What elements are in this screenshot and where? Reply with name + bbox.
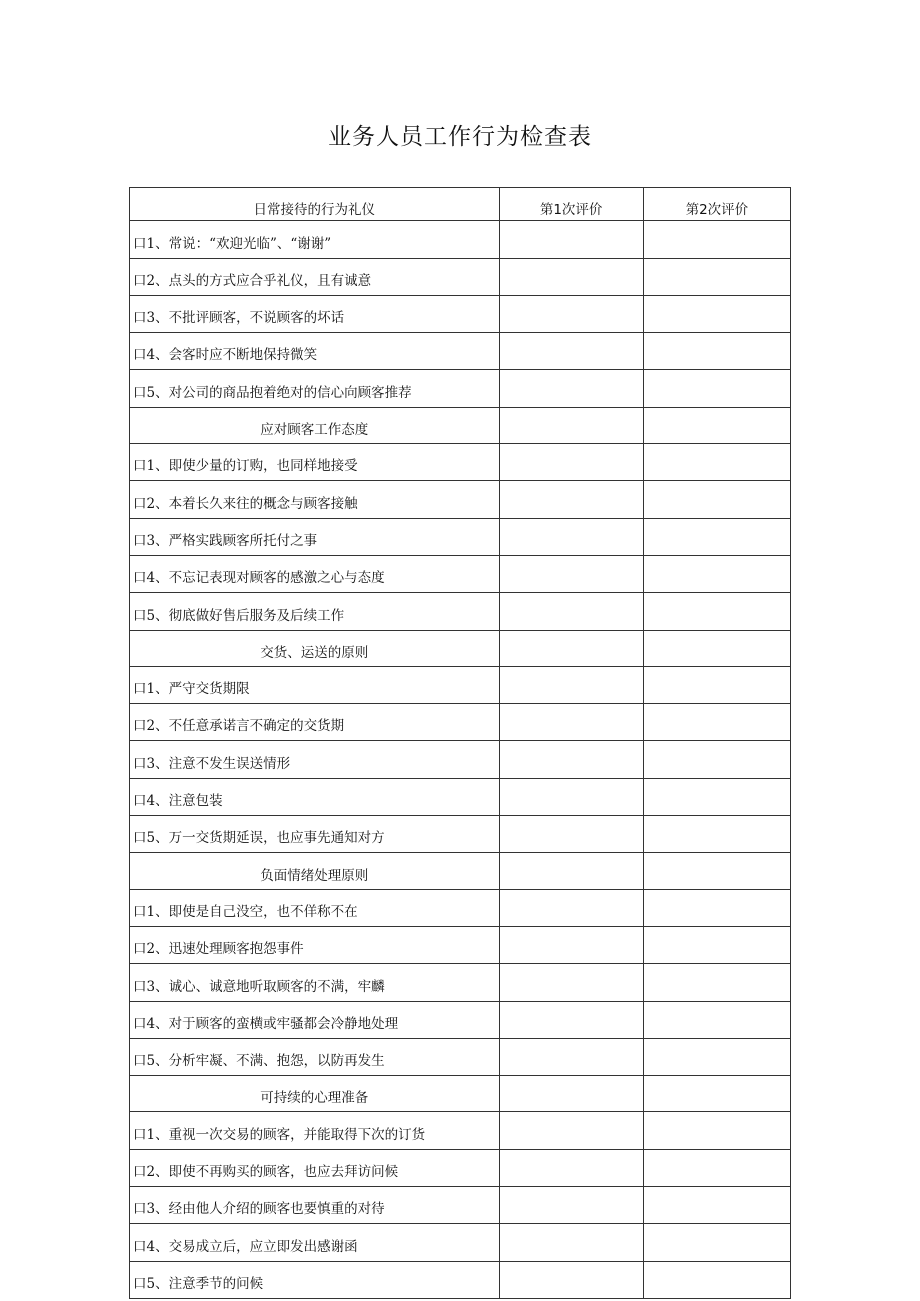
first-evaluation-cell[interactable] xyxy=(499,221,643,258)
checkbox-icon[interactable]: 口 xyxy=(133,1126,147,1143)
checkbox-icon[interactable]: 口 xyxy=(133,1275,147,1292)
second-evaluation-cell[interactable] xyxy=(643,221,790,258)
section-title: 交货、运送的原则 xyxy=(130,630,500,666)
checklist-row xyxy=(130,964,791,1001)
section-header-row xyxy=(130,1076,791,1112)
first-evaluation-cell[interactable] xyxy=(499,518,643,555)
checklist-item xyxy=(130,1149,500,1186)
first-evaluation-cell[interactable] xyxy=(499,1112,643,1149)
second-evaluation-cell[interactable] xyxy=(643,889,790,926)
checkbox-icon[interactable]: 口 xyxy=(133,235,147,252)
first-evaluation-cell[interactable] xyxy=(499,1261,643,1298)
section-title: 负面情绪处理原则 xyxy=(130,853,500,889)
checklist-item xyxy=(130,1187,500,1224)
first-evaluation-cell[interactable] xyxy=(499,370,643,407)
checklist-item xyxy=(130,481,500,518)
first-evaluation-cell[interactable] xyxy=(499,481,643,518)
checklist-item-label: 1、重视一次交易的顾客，并能取得下次的订货 xyxy=(146,1126,426,1143)
checkbox-icon[interactable]: 口 xyxy=(133,1238,147,1255)
checkbox-icon[interactable]: 口 xyxy=(133,607,147,624)
section-header-row xyxy=(130,853,791,889)
first-evaluation-cell[interactable] xyxy=(499,1187,643,1224)
first-evaluation-cell[interactable] xyxy=(499,1149,643,1186)
first-evaluation-cell[interactable] xyxy=(499,964,643,1001)
checklist-item xyxy=(130,964,500,1001)
checklist-row xyxy=(130,221,791,258)
checklist-item-label: 1、常说：“欢迎光临”、“谢谢” xyxy=(146,235,332,252)
checklist-item xyxy=(130,926,500,963)
second-evaluation-cell[interactable] xyxy=(643,593,790,630)
document-title: 业务人员工作行为检查表 xyxy=(328,124,592,150)
second-evaluation-cell[interactable] xyxy=(643,1187,790,1224)
checklist-item-label: 3、注意不发生误送情形 xyxy=(146,755,291,772)
checklist-row xyxy=(130,1187,791,1224)
second-evaluation-cell[interactable] xyxy=(643,853,790,889)
header-first-evaluation: 第1次评价 xyxy=(499,188,643,221)
checklist-item-label: 5、分析牢凝、不满、抱怨，以防再发生 xyxy=(146,1053,385,1070)
second-evaluation-cell[interactable] xyxy=(643,481,790,518)
checklist-item-label: 5、注意季节的问候 xyxy=(146,1275,264,1292)
checklist-item xyxy=(130,333,500,370)
checklist-item xyxy=(130,1038,500,1075)
header-second-evaluation: 第2次评价 xyxy=(643,188,790,221)
checkbox-icon[interactable]: 口 xyxy=(133,1164,147,1181)
second-evaluation-cell[interactable] xyxy=(643,555,790,592)
table-header-row xyxy=(130,188,791,221)
checklist-row xyxy=(130,666,791,703)
second-evaluation-cell[interactable] xyxy=(643,518,790,555)
checklist-row xyxy=(130,1149,791,1186)
second-evaluation-cell[interactable] xyxy=(643,1224,790,1261)
checklist-row xyxy=(130,1038,791,1075)
checklist-item xyxy=(130,518,500,555)
checklist-item-label: 2、不任意承诺言不确定的交货期 xyxy=(146,718,345,735)
second-evaluation-cell[interactable] xyxy=(643,964,790,1001)
first-evaluation-cell[interactable] xyxy=(499,1076,643,1112)
checklist-item xyxy=(130,741,500,778)
checkbox-icon[interactable]: 口 xyxy=(133,681,147,698)
checklist-item-label: 4、对于顾客的蛮横或牢骚都会冷静地处理 xyxy=(146,1015,399,1032)
second-evaluation-cell[interactable] xyxy=(643,1112,790,1149)
second-evaluation-cell[interactable] xyxy=(643,333,790,370)
checklist-item xyxy=(130,444,500,481)
checkbox-icon[interactable]: 口 xyxy=(133,718,147,735)
second-evaluation-cell[interactable] xyxy=(643,741,790,778)
checklist-item-label: 4、交易成立后，应立即发出感谢函 xyxy=(146,1238,358,1255)
checklist-row xyxy=(130,258,791,295)
checklist-row xyxy=(130,1001,791,1038)
first-evaluation-cell[interactable] xyxy=(499,741,643,778)
section-title: 应对顾客工作态度 xyxy=(130,407,500,443)
checkbox-icon[interactable]: 口 xyxy=(133,1201,147,1218)
second-evaluation-cell[interactable] xyxy=(643,370,790,407)
checklist-item-label: 4、不忘记表现对顾客的感激之心与态度 xyxy=(146,570,385,587)
first-evaluation-cell[interactable] xyxy=(499,555,643,592)
second-evaluation-cell[interactable] xyxy=(643,816,790,853)
second-evaluation-cell[interactable] xyxy=(643,666,790,703)
checklist-item xyxy=(130,221,500,258)
checklist-item xyxy=(130,370,500,407)
checklist-row xyxy=(130,518,791,555)
checklist-row xyxy=(130,481,791,518)
checkbox-icon[interactable]: 口 xyxy=(133,1053,147,1070)
checklist-item xyxy=(130,258,500,295)
checklist-item-label: 5、万一交货期延误，也应事先通知对方 xyxy=(146,830,385,847)
checkbox-icon[interactable]: 口 xyxy=(133,384,147,401)
second-evaluation-cell[interactable] xyxy=(643,926,790,963)
checkbox-icon[interactable]: 口 xyxy=(133,978,147,995)
checklist-item xyxy=(130,889,500,926)
checklist-row xyxy=(130,1112,791,1149)
checklist-item-label: 2、本着长久来往的概念与顾客接触 xyxy=(146,495,358,512)
section-header-row xyxy=(130,630,791,666)
first-evaluation-cell[interactable] xyxy=(499,926,643,963)
section-header-row xyxy=(130,407,791,443)
checklist-row xyxy=(130,889,791,926)
checkbox-icon[interactable]: 口 xyxy=(133,458,147,475)
checklist-row xyxy=(130,704,791,741)
checkbox-icon[interactable]: 口 xyxy=(133,310,147,327)
first-evaluation-cell[interactable] xyxy=(499,407,643,443)
checklist-item-label: 3、不批评顾客，不说顾客的坏话 xyxy=(146,310,345,327)
checklist-item xyxy=(130,778,500,815)
header-behavior: 日常接待的行为礼仪 xyxy=(130,188,500,221)
checkbox-icon[interactable]: 口 xyxy=(133,532,147,549)
checklist-item xyxy=(130,704,500,741)
checklist-item-label: 5、彻底做好售后服务及后续工作 xyxy=(146,607,345,624)
first-evaluation-cell[interactable] xyxy=(499,444,643,481)
checklist-row xyxy=(130,555,791,592)
checkbox-icon[interactable]: 口 xyxy=(133,830,147,847)
checklist-row xyxy=(130,741,791,778)
checklist-row xyxy=(130,333,791,370)
checklist-item-label: 3、经由他人介绍的顾客也要慎重的对待 xyxy=(146,1201,385,1218)
second-evaluation-cell[interactable] xyxy=(643,1076,790,1112)
checkbox-icon[interactable]: 口 xyxy=(133,903,147,920)
second-evaluation-cell[interactable] xyxy=(643,1038,790,1075)
checkbox-icon[interactable]: 口 xyxy=(133,272,147,289)
second-evaluation-cell[interactable] xyxy=(643,1149,790,1186)
checkbox-icon[interactable]: 口 xyxy=(133,793,147,810)
first-evaluation-cell[interactable] xyxy=(499,1001,643,1038)
checkbox-icon[interactable]: 口 xyxy=(133,755,147,772)
checklist-item-label: 1、即使是自己没空，也不佯称不在 xyxy=(146,903,358,920)
checklist-row xyxy=(130,370,791,407)
checklist-item-label: 1、即使少量的订购，也同样地接受 xyxy=(146,458,358,475)
checkbox-icon[interactable]: 口 xyxy=(133,941,147,958)
checklist-item-label: 1、严守交货期限 xyxy=(146,681,250,698)
checklist-item-label: 3、严格实践顾客所托付之事 xyxy=(146,532,318,549)
first-evaluation-cell[interactable] xyxy=(499,295,643,332)
first-evaluation-cell[interactable] xyxy=(499,333,643,370)
checklist-item-label: 3、诚心、诚意地听取顾客的不满，牢麟 xyxy=(146,978,385,995)
checklist-item xyxy=(130,816,500,853)
first-evaluation-cell[interactable] xyxy=(499,889,643,926)
second-evaluation-cell[interactable] xyxy=(643,630,790,666)
checklist-row xyxy=(130,816,791,853)
checklist-table xyxy=(129,187,791,1299)
checklist-item xyxy=(130,1224,500,1261)
second-evaluation-cell[interactable] xyxy=(643,407,790,443)
first-evaluation-cell[interactable] xyxy=(499,816,643,853)
first-evaluation-cell[interactable] xyxy=(499,704,643,741)
checklist-item-label: 4、会客时应不断地保持微笑 xyxy=(146,347,318,364)
checklist-item-label: 2、迅速处理顾客抱怨事件 xyxy=(146,941,304,958)
checkbox-icon[interactable]: 口 xyxy=(133,570,147,587)
checkbox-icon[interactable]: 口 xyxy=(133,1015,147,1032)
checklist-item-label: 2、即使不再购买的顾客，也应去拜访问候 xyxy=(146,1164,399,1181)
checklist-row xyxy=(130,593,791,630)
checkbox-icon[interactable]: 口 xyxy=(133,347,147,364)
checklist-item xyxy=(130,593,500,630)
first-evaluation-cell[interactable] xyxy=(499,593,643,630)
first-evaluation-cell[interactable] xyxy=(499,258,643,295)
checklist-row xyxy=(130,295,791,332)
checklist-row xyxy=(130,926,791,963)
checklist-item-label: 5、对公司的商品抱着绝对的信心向顾客推荐 xyxy=(146,384,412,401)
second-evaluation-cell[interactable] xyxy=(643,295,790,332)
first-evaluation-cell[interactable] xyxy=(499,778,643,815)
checklist-item xyxy=(130,666,500,703)
first-evaluation-cell[interactable] xyxy=(499,1038,643,1075)
checklist-item xyxy=(130,555,500,592)
checklist-item-label: 4、注意包装 xyxy=(146,793,223,810)
checklist-row xyxy=(130,778,791,815)
checklist-item xyxy=(130,1112,500,1149)
checklist-row xyxy=(130,444,791,481)
second-evaluation-cell[interactable] xyxy=(643,444,790,481)
first-evaluation-cell[interactable] xyxy=(499,630,643,666)
checklist-row xyxy=(130,1261,791,1298)
first-evaluation-cell[interactable] xyxy=(499,1224,643,1261)
checklist-item-label: 2、点头的方式应合乎礼仪，且有诚意 xyxy=(146,272,372,289)
second-evaluation-cell[interactable] xyxy=(643,1001,790,1038)
first-evaluation-cell[interactable] xyxy=(499,853,643,889)
second-evaluation-cell[interactable] xyxy=(643,1261,790,1298)
checklist-item xyxy=(130,295,500,332)
first-evaluation-cell[interactable] xyxy=(499,666,643,703)
second-evaluation-cell[interactable] xyxy=(643,778,790,815)
second-evaluation-cell[interactable] xyxy=(643,258,790,295)
section-title: 可持续的心理准备 xyxy=(130,1076,500,1112)
checklist-row xyxy=(130,1224,791,1261)
checklist-item xyxy=(130,1001,500,1038)
checkbox-icon[interactable]: 口 xyxy=(133,495,147,512)
checklist-item xyxy=(130,1261,500,1298)
second-evaluation-cell[interactable] xyxy=(643,704,790,741)
